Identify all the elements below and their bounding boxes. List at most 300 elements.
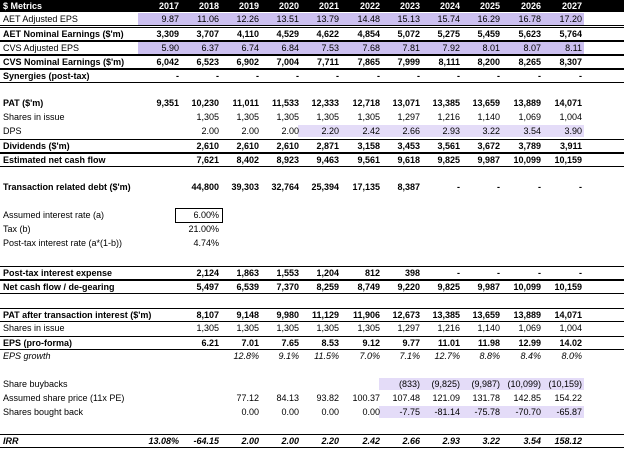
row-label: EPS (pro-forma)	[3, 338, 73, 348]
cell-shares-2025[interactable]: 1,140	[477, 112, 500, 122]
cell-cvs_eps-2021[interactable]: 7.53	[321, 43, 339, 53]
cell-div-2025[interactable]: 3,672	[477, 141, 500, 151]
year-header-2025[interactable]: 2025	[479, 1, 500, 11]
cell-irr-2018[interactable]: -64.15	[193, 436, 219, 446]
cell-ptir-2021[interactable]	[299, 237, 339, 249]
cell-sbb-2027[interactable]: -65.87	[556, 407, 582, 417]
cell-pat-2026[interactable]: 13,889	[513, 98, 541, 108]
cell-div-2019[interactable]: 2,610	[236, 141, 259, 151]
cell-dps-2025[interactable]: 3.22	[482, 126, 500, 136]
cell-buy-2025[interactable]: (9,987)	[471, 379, 500, 389]
cell-asp-2017[interactable]	[139, 392, 179, 404]
cell-ncf-2025[interactable]: 9,987	[477, 282, 500, 292]
cell-cvs_eps-2024[interactable]: 7.92	[442, 43, 460, 53]
cell-ptie-2024[interactable]: -	[457, 268, 460, 278]
cell-epspf-2025[interactable]: 11.98	[477, 338, 500, 348]
cell-epspf-2020[interactable]: 7.65	[281, 338, 299, 348]
cell-syn-2025[interactable]: -	[497, 71, 500, 81]
cell-epspf-2026[interactable]: 12.99	[518, 338, 541, 348]
year-header-2019[interactable]: 2019	[238, 1, 259, 11]
cell-tax-2027[interactable]	[542, 223, 582, 235]
cell-debt-2027[interactable]: -	[579, 182, 582, 192]
cell-asp-2023[interactable]: 107.48	[392, 393, 420, 403]
cell-pati-2021[interactable]: 11,129	[311, 310, 339, 320]
cell-cvs_eps-2022[interactable]: 7.68	[362, 43, 380, 53]
cell-shares2-2017[interactable]	[139, 322, 179, 334]
cell-shares2-2018[interactable]: 1,305	[196, 323, 219, 333]
cell-sbb-2026[interactable]: -70.70	[515, 407, 541, 417]
cell-air-2022[interactable]	[340, 209, 380, 221]
cell-shares-2019[interactable]: 1,305	[236, 112, 259, 122]
cell-air-2024[interactable]	[420, 209, 460, 221]
cell-pati-2019[interactable]: 9,148	[236, 310, 259, 320]
cell-shares-2017[interactable]	[139, 111, 179, 123]
cell-epsg-2021[interactable]: 11.5%	[314, 351, 339, 361]
row-ncf	[0, 280, 624, 294]
cell-cvs_ne-2023[interactable]: 7,999	[397, 57, 420, 67]
year-header-2021[interactable]: 2021	[318, 1, 339, 11]
row-debt	[0, 181, 624, 193]
cell-tax-2024[interactable]	[420, 223, 460, 235]
cell-cvs_eps-2027[interactable]: 8.11	[565, 43, 582, 53]
cell-shares2-2026[interactable]: 1,069	[518, 323, 541, 333]
cell-tax-2026[interactable]	[501, 223, 541, 235]
row-label: Shares in issue	[3, 323, 65, 333]
cell-encf-2019[interactable]: 8,402	[236, 155, 259, 165]
cell-air-2026[interactable]	[501, 209, 541, 221]
cell-aet_eps-2026[interactable]: 16.78	[518, 14, 541, 24]
row-ptir	[0, 237, 624, 249]
cell-epspf-2021[interactable]: 8.53	[321, 338, 339, 348]
cell-air-2018[interactable]: 6.00%	[193, 210, 219, 220]
cell-shares-2018[interactable]: 1,305	[196, 112, 219, 122]
cell-aet_eps-2020[interactable]: 13.51	[276, 14, 299, 24]
cell-tax-2021[interactable]	[299, 223, 339, 235]
cell-ptie-2025[interactable]: -	[497, 268, 500, 278]
cell-encf-2025[interactable]: 9,987	[477, 155, 500, 165]
cell-epsg-2019[interactable]: 12.8%	[233, 351, 259, 361]
cell-sbb-2022[interactable]: 0.00	[362, 407, 380, 417]
cell-ncf-2023[interactable]: 9,220	[397, 282, 420, 292]
cell-cvs_eps-2019[interactable]: 6.74	[241, 43, 259, 53]
cell-aet_ne-2027[interactable]: 5,764	[559, 29, 582, 39]
cell-sbb-2020[interactable]: 0.00	[281, 407, 299, 417]
cell-syn-2017[interactable]: -	[176, 71, 179, 81]
cell-aet_eps-2022[interactable]: 14.48	[357, 14, 380, 24]
year-header-2020[interactable]: 2020	[278, 1, 299, 11]
cell-syn-2024[interactable]: -	[457, 71, 460, 81]
cell-shares-2022[interactable]: 1,305	[357, 112, 380, 122]
cell-asp-2026[interactable]: 142.85	[513, 393, 541, 403]
cell-ptir-2019[interactable]	[219, 237, 259, 249]
cell-buy-2026[interactable]: (10,099)	[507, 379, 541, 389]
cell-ncf-2022[interactable]: 8,749	[357, 282, 380, 292]
cell-epsg-2020[interactable]: 9.1%	[278, 351, 299, 361]
cell-shares2-2024[interactable]: 1,216	[437, 323, 460, 333]
cell-encf-2021[interactable]: 9,463	[316, 155, 339, 165]
cell-pat-2023[interactable]: 13,071	[392, 98, 420, 108]
cell-ncf-2017[interactable]	[139, 281, 179, 293]
cell-cvs_ne-2022[interactable]: 7,865	[357, 57, 380, 67]
cell-div-2027[interactable]: 3,911	[559, 141, 582, 151]
cell-aet_eps-2021[interactable]: 13.79	[316, 14, 339, 24]
cell-encf-2018[interactable]: 7,621	[196, 155, 219, 165]
cell-epspf-2027[interactable]: 14.02	[559, 338, 582, 348]
cell-buy-2022[interactable]	[340, 378, 380, 390]
cell-div-2023[interactable]: 3,453	[397, 141, 420, 151]
cell-debt-2021[interactable]: 25,394	[311, 182, 339, 192]
cell-pati-2023[interactable]: 12,673	[392, 310, 420, 320]
cell-cvs_eps-2023[interactable]: 7.81	[402, 43, 420, 53]
cell-pat-2027[interactable]: 14,071	[554, 98, 582, 108]
cell-syn-2018[interactable]: -	[216, 71, 219, 81]
cell-div-2024[interactable]: 3,561	[437, 141, 460, 151]
cell-debt-2026[interactable]: -	[538, 182, 541, 192]
cell-pati-2018[interactable]: 8,107	[196, 310, 219, 320]
cell-syn-2027[interactable]: -	[579, 71, 582, 81]
cell-encf-2020[interactable]: 8,923	[276, 155, 299, 165]
cell-debt-2022[interactable]: 17,135	[352, 182, 380, 192]
cell-tax-2017[interactable]	[139, 223, 179, 235]
cell-cvs_eps-2018[interactable]: 6.37	[201, 43, 219, 53]
cell-encf-2026[interactable]: 10,099	[513, 155, 541, 165]
cell-shares2-2023[interactable]: 1,297	[397, 323, 420, 333]
cell-dps-2027[interactable]: 3.90	[564, 126, 582, 136]
year-header-2027[interactable]: 2027	[561, 1, 582, 11]
cell-ptir-2027[interactable]	[542, 237, 582, 249]
cell-buy-2023[interactable]: (833)	[398, 379, 420, 389]
cell-pat-2017[interactable]: 9,351	[156, 98, 179, 108]
cell-encf-2024[interactable]: 9,825	[437, 155, 460, 165]
cell-sbb-2021[interactable]: 0.00	[321, 407, 339, 417]
cell-pat-2025[interactable]: 13,659	[472, 98, 500, 108]
cell-syn-2020[interactable]: -	[296, 71, 299, 81]
cell-ptie-2021[interactable]: 1,204	[316, 268, 339, 278]
cell-aet_ne-2019[interactable]: 4,110	[236, 29, 259, 39]
row-label: CVS Adjusted EPS	[3, 43, 80, 53]
cell-debt-2019[interactable]: 39,303	[231, 182, 259, 192]
cell-cvs_eps-2025[interactable]: 8.01	[482, 43, 500, 53]
cell-tax-2019[interactable]	[219, 223, 259, 235]
cell-div-2020[interactable]: 2,610	[276, 141, 299, 151]
cell-ncf-2026[interactable]: 10,099	[513, 282, 541, 292]
cell-ptie-2020[interactable]: 1,553	[276, 268, 299, 278]
cell-sbb-2024[interactable]: -81.14	[434, 407, 460, 417]
cell-pat-2022[interactable]: 12,718	[352, 98, 380, 108]
cell-aet_ne-2021[interactable]: 4,622	[316, 29, 339, 39]
cell-pat-2021[interactable]: 12,333	[311, 98, 339, 108]
cell-epsg-2022[interactable]: 7.0%	[359, 351, 380, 361]
cell-dps-2026[interactable]: 3.54	[523, 126, 541, 136]
row-label: Estimated net cash flow	[3, 155, 106, 165]
cell-cvs_eps-2026[interactable]: 8.07	[523, 43, 541, 53]
cell-tax-2018[interactable]: 21.00%	[188, 224, 219, 234]
cell-ptir-2024[interactable]	[420, 237, 460, 249]
row-label: Post-tax interest expense	[3, 268, 113, 278]
cell-aet_ne-2020[interactable]: 4,529	[276, 29, 299, 39]
cell-aet_ne-2024[interactable]: 5,275	[437, 29, 460, 39]
cell-epspf-2018[interactable]: 6.21	[201, 338, 219, 348]
cell-ncf-2021[interactable]: 8,259	[316, 282, 339, 292]
row-ptie	[0, 266, 624, 280]
cell-div-2018[interactable]: 2,610	[196, 141, 219, 151]
cell-air-2017[interactable]	[139, 209, 179, 221]
cell-tax-2023[interactable]	[380, 223, 420, 235]
cell-ptie-2023[interactable]: 398	[404, 268, 420, 278]
cell-aet_eps-2024[interactable]: 15.74	[437, 14, 460, 24]
cell-air-2019[interactable]	[219, 209, 259, 221]
cell-pati-2022[interactable]: 11,906	[352, 310, 380, 320]
cell-air-2025[interactable]	[460, 209, 500, 221]
cell-div-2017[interactable]	[139, 140, 179, 152]
cell-ptie-2022[interactable]: 812	[364, 268, 380, 278]
cell-syn-2023[interactable]: -	[417, 71, 420, 81]
cell-epspf-2024[interactable]: 11.01	[437, 338, 460, 348]
cell-syn-2019[interactable]: -	[256, 71, 259, 81]
cell-encf-2023[interactable]: 9,618	[397, 155, 420, 165]
cell-buy-2024[interactable]: (9,825)	[431, 379, 460, 389]
cell-air-2023[interactable]	[380, 209, 420, 221]
cell-ncf-2019[interactable]: 6,539	[236, 282, 259, 292]
cell-encf-2022[interactable]: 9,561	[357, 155, 380, 165]
cell-shares2-2022[interactable]: 1,305	[357, 323, 380, 333]
cell-irr-2021[interactable]: 2.20	[321, 436, 339, 446]
cell-asp-2027[interactable]: 154.22	[554, 393, 582, 403]
cell-sbb-2018[interactable]	[179, 406, 219, 418]
cell-irr-2022[interactable]: 2.42	[362, 436, 380, 446]
cell-pati-2020[interactable]: 9,980	[276, 310, 299, 320]
cell-pati-2025[interactable]: 13,659	[472, 310, 500, 320]
cell-asp-2019[interactable]: 77.12	[236, 393, 259, 403]
cell-epsg-2017[interactable]	[139, 350, 179, 362]
cell-debt-2020[interactable]: 32,764	[271, 182, 299, 192]
cell-aet_eps-2023[interactable]: 15.13	[397, 14, 420, 24]
cell-aet_eps-2017[interactable]: 9.87	[161, 14, 179, 24]
cell-epspf-2022[interactable]: 9.12	[362, 338, 380, 348]
cell-syn-2021[interactable]: -	[336, 71, 339, 81]
cell-ptir-2018[interactable]: 4.74%	[193, 238, 219, 248]
cell-irr-2025[interactable]: 3.22	[482, 436, 500, 446]
cell-sbb-2023[interactable]: -7.75	[399, 407, 420, 417]
cell-ptir-2020[interactable]	[259, 237, 299, 249]
cell-ptie-2017[interactable]	[139, 267, 179, 279]
cell-debt-2017[interactable]	[139, 181, 179, 193]
cell-air-2027[interactable]	[542, 209, 582, 221]
year-header-2024[interactable]: 2024	[439, 1, 460, 11]
cell-epsg-2018[interactable]	[179, 350, 219, 362]
cell-ptie-2019[interactable]: 1,863	[236, 268, 259, 278]
cell-aet_ne-2017[interactable]: 3,309	[156, 29, 179, 39]
cell-cvs_ne-2027[interactable]: 8,307	[559, 57, 582, 67]
cell-shares-2020[interactable]: 1,305	[276, 112, 299, 122]
row-label: Share buybacks	[3, 379, 68, 389]
row-label: Transaction related debt ($'m)	[3, 182, 131, 192]
cell-encf-2027[interactable]: 10,159	[554, 155, 582, 165]
cell-ncf-2027[interactable]: 10,159	[554, 282, 582, 292]
cell-ptir-2022[interactable]	[340, 237, 380, 249]
cell-irr-2023[interactable]: 2.66	[402, 436, 420, 446]
cell-dps-2024[interactable]: 2.93	[442, 126, 460, 136]
cell-debt-2025[interactable]: -	[497, 182, 500, 192]
cell-epsg-2026[interactable]: 8.4%	[520, 351, 541, 361]
cell-cvs_eps-2020[interactable]: 6.84	[281, 43, 299, 53]
row-cvs_eps	[0, 41, 624, 55]
row-epsg	[0, 350, 624, 362]
cell-sbb-2025[interactable]: -75.78	[474, 407, 500, 417]
cell-cvs_ne-2025[interactable]: 8,200	[477, 57, 500, 67]
row-buy	[0, 378, 624, 390]
row-label: EPS growth	[3, 351, 51, 361]
cell-epsg-2024[interactable]: 12.7%	[434, 351, 460, 361]
cell-shares-2026[interactable]: 1,069	[518, 112, 541, 122]
row-asp	[0, 392, 624, 404]
year-header-2018[interactable]: 2018	[198, 1, 219, 11]
cell-cvs_ne-2021[interactable]: 7,711	[316, 57, 339, 67]
cell-epsg-2027[interactable]: 8.0%	[561, 351, 582, 361]
cell-epspf-2019[interactable]: 7.01	[241, 338, 259, 348]
cell-asp-2025[interactable]: 131.78	[472, 393, 500, 403]
cell-debt-2018[interactable]: 44,800	[191, 182, 219, 192]
cell-shares2-2020[interactable]: 1,305	[276, 323, 299, 333]
cell-ptie-2026[interactable]: -	[538, 268, 541, 278]
year-header-2026[interactable]: 2026	[520, 1, 541, 11]
row-label: IRR	[3, 436, 19, 446]
cell-ptir-2023[interactable]	[380, 237, 420, 249]
cell-aet_ne-2023[interactable]: 5,072	[397, 29, 420, 39]
cell-dps-2021[interactable]: 2.20	[321, 126, 339, 136]
cell-pat-2020[interactable]: 11,533	[271, 98, 299, 108]
cell-aet_eps-2027[interactable]: 17.20	[559, 14, 582, 24]
cell-ptir-2026[interactable]	[501, 237, 541, 249]
cell-sbb-2017[interactable]	[139, 406, 179, 418]
cell-pati-2027[interactable]: 14,071	[554, 310, 582, 320]
row-label: Tax (b)	[3, 224, 31, 234]
row-label: Net cash flow / de-gearing	[3, 282, 115, 292]
cell-pati-2017[interactable]	[139, 309, 179, 321]
cell-asp-2024[interactable]: 121.09	[432, 393, 460, 403]
cell-ncf-2018[interactable]: 5,497	[196, 282, 219, 292]
header-label: $ Metrics	[3, 1, 43, 11]
cell-buy-2019[interactable]	[219, 378, 259, 390]
cell-irr-2019[interactable]: 2.00	[241, 436, 259, 446]
cell-shares2-2025[interactable]: 1,140	[477, 323, 500, 333]
cell-shares-2024[interactable]: 1,216	[437, 112, 460, 122]
cell-irr-2020[interactable]: 2.00	[281, 436, 299, 446]
cell-debt-2024[interactable]: -	[457, 182, 460, 192]
cell-asp-2018[interactable]	[179, 392, 219, 404]
cell-epspf-2017[interactable]	[139, 337, 179, 349]
cell-div-2026[interactable]: 3,789	[518, 141, 541, 151]
cell-cvs_ne-2019[interactable]: 6,902	[236, 57, 259, 67]
cell-ptie-2027[interactable]: -	[579, 268, 582, 278]
cell-epsg-2025[interactable]: 8.8%	[479, 351, 500, 361]
cell-irr-2026[interactable]: 3.54	[523, 436, 541, 446]
cell-air-2020[interactable]	[259, 209, 299, 221]
cell-dps-2018[interactable]: 2.00	[201, 126, 219, 136]
cell-cvs_eps-2017[interactable]: 5.90	[161, 43, 179, 53]
cell-epspf-2023[interactable]: 9.77	[402, 338, 420, 348]
cell-cvs_ne-2020[interactable]: 7,004	[276, 57, 299, 67]
cell-syn-2026[interactable]: -	[538, 71, 541, 81]
cell-cvs_ne-2024[interactable]: 8,111	[438, 57, 460, 67]
cell-dps-2017[interactable]	[139, 125, 179, 137]
row-irr	[0, 434, 624, 448]
cell-aet_ne-2026[interactable]: 5,623	[518, 29, 541, 39]
cell-pati-2024[interactable]: 13,385	[432, 310, 460, 320]
cell-shares2-2019[interactable]: 1,305	[236, 323, 259, 333]
year-header-2023[interactable]: 2023	[399, 1, 420, 11]
cell-sbb-2019[interactable]: 0.00	[241, 407, 259, 417]
cell-pati-2026[interactable]: 13,889	[513, 310, 541, 320]
cell-epsg-2023[interactable]: 7.1%	[399, 351, 420, 361]
cell-pat-2019[interactable]: 11,011	[232, 98, 259, 108]
cell-shares2-2027[interactable]: 1,004	[559, 323, 582, 333]
cell-irr-2024[interactable]: 2.93	[442, 436, 460, 446]
cell-dps-2022[interactable]: 2.42	[362, 126, 380, 136]
cell-ncf-2020[interactable]: 7,370	[276, 282, 299, 292]
header-row	[0, 0, 624, 12]
year-header-2017[interactable]: 2017	[158, 1, 179, 11]
cell-air-2021[interactable]	[299, 209, 339, 221]
row-label: PAT after transaction interest ($'m)	[3, 310, 152, 320]
cell-aet_ne-2018[interactable]: 3,707	[196, 29, 219, 39]
cell-dps-2023[interactable]: 2.66	[402, 126, 420, 136]
cell-buy-2021[interactable]	[299, 378, 339, 390]
cell-shares-2027[interactable]: 1,004	[559, 112, 582, 122]
cell-dps-2020[interactable]: 2.00	[281, 126, 299, 136]
cell-shares-2021[interactable]: 1,305	[316, 112, 339, 122]
cell-buy-2017[interactable]	[139, 378, 179, 390]
cell-asp-2022[interactable]: 100.37	[352, 393, 380, 403]
cell-ptie-2018[interactable]: 2,124	[196, 268, 219, 278]
cell-pat-2018[interactable]: 10,230	[191, 98, 219, 108]
cell-shares2-2021[interactable]: 1,305	[316, 323, 339, 333]
cell-aet_eps-2025[interactable]: 16.29	[477, 14, 500, 24]
cell-div-2022[interactable]: 3,158	[357, 141, 380, 151]
cell-buy-2027[interactable]: (10,159)	[548, 379, 582, 389]
cell-encf-2017[interactable]	[139, 154, 179, 166]
cell-ncf-2024[interactable]: 9,825	[437, 282, 460, 292]
cell-cvs_ne-2026[interactable]: 8,265	[518, 57, 541, 67]
cell-div-2021[interactable]: 2,871	[316, 141, 339, 151]
cell-buy-2020[interactable]	[259, 378, 299, 390]
cell-cvs_ne-2017[interactable]: 6,042	[156, 57, 179, 67]
cell-irr-2017[interactable]: 13.08%	[148, 436, 179, 446]
cell-ptir-2017[interactable]	[139, 237, 179, 249]
cell-ptir-2025[interactable]	[460, 237, 500, 249]
cell-cvs_ne-2018[interactable]: 6,523	[196, 57, 219, 67]
cell-asp-2021[interactable]: 93.82	[316, 393, 339, 403]
cell-dps-2019[interactable]: 2.00	[241, 126, 259, 136]
cell-debt-2023[interactable]: 8,387	[397, 182, 420, 192]
cell-irr-2027[interactable]: 158.12	[554, 436, 582, 446]
cell-aet_eps-2018[interactable]: 11.06	[197, 14, 219, 24]
cell-asp-2020[interactable]: 84.13	[276, 393, 299, 403]
row-label: DPS	[3, 126, 22, 136]
cell-tax-2020[interactable]	[259, 223, 299, 235]
year-header-2022[interactable]: 2022	[359, 1, 380, 11]
cell-syn-2022[interactable]: -	[377, 71, 380, 81]
cell-shares-2023[interactable]: 1,297	[397, 112, 420, 122]
cell-tax-2025[interactable]	[460, 223, 500, 235]
cell-aet_eps-2019[interactable]: 12.26	[236, 14, 259, 24]
cell-aet_ne-2022[interactable]: 4,854	[357, 29, 380, 39]
cell-aet_ne-2025[interactable]: 5,459	[477, 29, 500, 39]
cell-buy-2018[interactable]	[179, 378, 219, 390]
cell-tax-2022[interactable]	[340, 223, 380, 235]
cell-pat-2024[interactable]: 13,385	[432, 98, 460, 108]
row-label: AET Adjusted EPS	[3, 14, 78, 24]
